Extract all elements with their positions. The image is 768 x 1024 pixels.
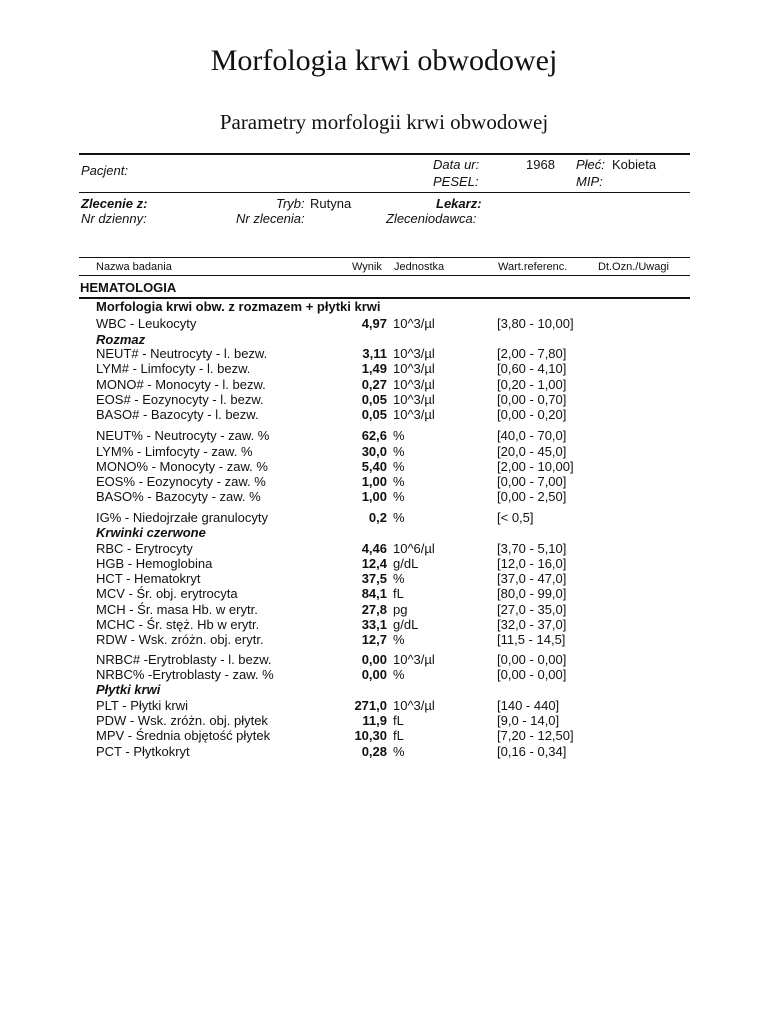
test-reference: [0,20 - 1,00] <box>497 377 567 392</box>
test-reference: [0,00 - 7,00] <box>497 474 567 489</box>
test-reference: [40,0 - 70,0] <box>497 428 567 443</box>
table-row <box>0 556 768 571</box>
test-unit: % <box>393 444 405 459</box>
test-reference: [0,00 - 2,50] <box>497 489 567 504</box>
columns-bottom-rule <box>79 275 690 276</box>
test-name: BASO# - Bazocyty - l. bezw. <box>96 407 259 422</box>
column-header-unit: Jednostka <box>394 261 445 273</box>
test-result: 12,7 <box>361 632 387 647</box>
table-row <box>0 698 768 713</box>
table-row <box>0 459 768 474</box>
test-result: 3,11 <box>362 346 387 361</box>
document-title: Morfologia krwi obwodowej <box>210 44 558 77</box>
test-result: 1,00 <box>361 489 387 504</box>
sex-label: Płeć: <box>576 157 605 172</box>
group-heading-rbc: Krwinki czerwone <box>96 525 206 540</box>
test-result: 12,4 <box>361 556 387 571</box>
mip-label: MIP: <box>576 174 603 189</box>
test-reference: [0,00 - 0,70] <box>497 392 567 407</box>
test-result: 1,00 <box>361 474 387 489</box>
test-unit: g/dL <box>393 617 419 632</box>
test-result: 0,05 <box>361 392 387 407</box>
orderer-label: Zleceniodawca: <box>386 211 477 226</box>
test-unit: % <box>393 459 405 474</box>
test-name: HGB - Hemoglobina <box>96 556 213 571</box>
test-unit: 10^3/µl <box>393 407 435 422</box>
test-result: 1,49 <box>361 361 387 376</box>
order-number-label: Nr zlecenia: <box>236 211 305 226</box>
table-row <box>0 541 768 556</box>
table-row <box>0 652 768 667</box>
test-name: LYM% - Limfocyty - zaw. % <box>96 444 253 459</box>
test-reference: [0,00 - 0,00] <box>497 652 567 667</box>
test-unit: 10^3/µl <box>393 346 435 361</box>
test-name: MCHC - Śr. stęż. Hb w erytr. <box>96 617 260 632</box>
mode-label: Tryb: <box>276 196 305 211</box>
sex-value: Kobieta <box>612 157 657 172</box>
birth-year-value: 1968 <box>526 157 555 172</box>
test-result: 4,46 <box>361 541 387 556</box>
test-unit: % <box>393 428 405 443</box>
test-name: MCH - Śr. masa Hb. w erytr. <box>96 602 258 617</box>
column-header-name: Nazwa badania <box>96 261 172 273</box>
test-name: PLT - Płytki krwi <box>96 698 188 713</box>
test-unit: 10^3/µl <box>393 377 435 392</box>
test-reference: [32,0 - 37,0] <box>497 617 567 632</box>
test-reference: [3,70 - 5,10] <box>497 541 567 556</box>
column-header-notes: Dt.Ozn./Uwagi <box>598 261 669 273</box>
test-unit: % <box>393 510 405 525</box>
table-row <box>0 602 768 617</box>
test-name: PCT - Płytkokryt <box>96 744 190 759</box>
test-unit: % <box>393 667 405 682</box>
header-top-rule <box>79 153 690 155</box>
test-reference: [27,0 - 35,0] <box>497 602 567 617</box>
daily-number-label: Nr dzienny: <box>81 211 147 226</box>
test-result: 11,9 <box>362 713 387 728</box>
test-result: 62,6 <box>361 428 387 443</box>
test-name: MCV - Śr. obj. erytrocyta <box>96 586 238 601</box>
section-title: HEMATOLOGIA <box>80 280 177 295</box>
test-result: 0,00 <box>361 667 387 682</box>
test-name: MPV - Średnia objętość płytek <box>96 728 271 743</box>
test-result: 10,30 <box>354 728 387 743</box>
test-unit: 10^3/µl <box>393 361 435 376</box>
test-result: 0,05 <box>361 407 387 422</box>
test-unit: % <box>393 489 405 504</box>
test-reference: [0,00 - 0,00] <box>497 667 567 682</box>
table-row <box>0 474 768 489</box>
columns-top-rule <box>79 257 690 258</box>
test-unit: g/dL <box>393 556 419 571</box>
pesel-label: PESEL: <box>433 174 479 189</box>
test-unit: % <box>393 632 405 647</box>
test-name: WBC - Leukocyty <box>96 316 197 331</box>
test-name: RBC - Erytrocyty <box>96 541 193 556</box>
test-unit: % <box>393 571 405 586</box>
table-row <box>0 617 768 632</box>
test-name: BASO% - Bazocyty - zaw. % <box>96 489 261 504</box>
table-row <box>0 392 768 407</box>
table-row <box>0 713 768 728</box>
doctor-label: Lekarz: <box>436 196 482 211</box>
test-name: NRBC% -Erytroblasty - zaw. % <box>96 667 274 682</box>
test-reference: [80,0 - 99,0] <box>497 586 567 601</box>
test-name: NRBC# -Erytroblasty - l. bezw. <box>96 652 272 667</box>
test-reference: [3,80 - 10,00] <box>497 316 574 331</box>
test-unit: % <box>393 474 405 489</box>
ordered-from-label: Zlecenie z: <box>81 196 148 211</box>
test-result: 0,2 <box>368 510 387 525</box>
test-name: MONO% - Monocyty - zaw. % <box>96 459 268 474</box>
table-row <box>0 428 768 443</box>
group-heading-smear: Rozmaz <box>96 332 146 347</box>
birth-date-label: Data ur: <box>433 157 480 172</box>
test-unit: % <box>393 744 405 759</box>
test-reference: [140 - 440] <box>497 698 560 713</box>
group-heading-plt: Płytki krwi <box>96 682 161 697</box>
column-header-reference: Wart.referenc. <box>498 261 568 273</box>
test-result: 37,5 <box>361 571 387 586</box>
table-row <box>0 510 768 525</box>
table-row <box>0 667 768 682</box>
test-unit: 10^3/µl <box>393 698 435 713</box>
document-subtitle: Parametry morfologii krwi obwodowej <box>219 110 549 134</box>
test-reference: [7,20 - 12,50] <box>497 728 574 743</box>
test-result: 0,00 <box>361 652 387 667</box>
table-row <box>0 728 768 743</box>
test-reference: [0,00 - 0,20] <box>497 407 567 422</box>
test-reference: [37,0 - 47,0] <box>497 571 567 586</box>
test-reference: [9,0 - 14,0] <box>497 713 560 728</box>
test-result: 5,40 <box>361 459 387 474</box>
test-result: 33,1 <box>361 617 387 632</box>
table-row <box>0 586 768 601</box>
test-result: 4,97 <box>361 316 387 331</box>
test-reference: [11,5 - 14,5] <box>497 632 566 647</box>
test-reference: [0,16 - 0,34] <box>497 744 567 759</box>
test-name: IG% - Niedojrzałe granulocyty <box>96 510 268 525</box>
test-unit: fL <box>393 728 404 743</box>
table-row <box>0 444 768 459</box>
test-reference: [2,00 - 10,00] <box>497 459 574 474</box>
test-result: 0,28 <box>361 744 387 759</box>
test-unit: 10^3/µl <box>393 652 435 667</box>
test-result: 30,0 <box>361 444 387 459</box>
table-row <box>0 632 768 647</box>
test-name: LYM# - Limfocyty - l. bezw. <box>96 361 251 376</box>
panel-title: Morfologia krwi obw. z rozmazem + płytki krwi <box>96 299 381 314</box>
test-name: HCT - Hematokryt <box>96 571 201 586</box>
table-row <box>0 489 768 504</box>
test-unit: 10^3/µl <box>393 392 435 407</box>
table-row <box>0 346 768 361</box>
test-name: RDW - Wsk. zróżn. obj. erytr. <box>96 632 264 647</box>
test-name: NEUT# - Neutrocyty - l. bezw. <box>96 346 268 361</box>
test-result: 27,8 <box>361 602 387 617</box>
table-row <box>0 316 768 331</box>
table-row <box>0 361 768 376</box>
test-result: 271,0 <box>354 698 387 713</box>
mode-value: Rutyna <box>310 196 352 211</box>
patient-label: Pacjent: <box>81 163 128 178</box>
test-name: PDW - Wsk. zróżn. obj. płytek <box>96 713 268 728</box>
header-mid-rule <box>79 192 690 193</box>
test-name: EOS% - Eozynocyty - zaw. % <box>96 474 266 489</box>
test-name: EOS# - Eozynocyty - l. bezw. <box>96 392 264 407</box>
table-row <box>0 377 768 392</box>
test-reference: [0,60 - 4,10] <box>497 361 567 376</box>
test-unit: 10^6/µl <box>393 541 435 556</box>
test-reference: [20,0 - 45,0] <box>497 444 567 459</box>
test-reference: [< 0,5] <box>497 510 534 525</box>
test-result: 84,1 <box>361 586 387 601</box>
table-row <box>0 744 768 759</box>
test-reference: [12,0 - 16,0] <box>497 556 567 571</box>
table-row <box>0 407 768 422</box>
column-header-result: Wynik <box>352 261 382 273</box>
test-unit: fL <box>393 713 404 728</box>
test-result: 0,27 <box>361 377 387 392</box>
test-unit: 10^3/µl <box>393 316 435 331</box>
test-reference: [2,00 - 7,80] <box>497 346 567 361</box>
table-row <box>0 571 768 586</box>
test-name: MONO# - Monocyty - l. bezw. <box>96 377 266 392</box>
test-name: NEUT% - Neutrocyty - zaw. % <box>96 428 270 443</box>
test-unit: fL <box>393 586 404 601</box>
test-unit: pg <box>393 602 408 617</box>
